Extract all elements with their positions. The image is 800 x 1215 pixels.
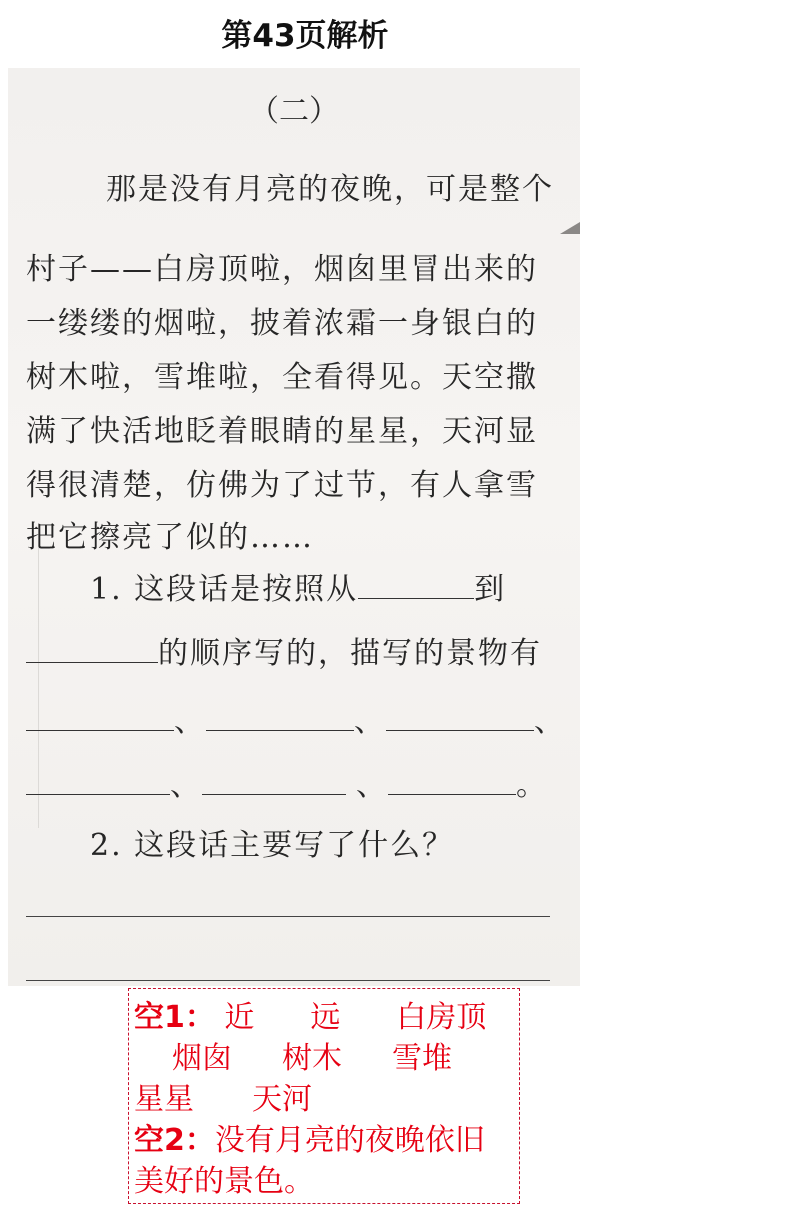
separator: 、	[534, 704, 566, 739]
answer-blank-scene-5[interactable]	[202, 768, 346, 795]
question-2-text: 2. 这段话主要写了什么？	[90, 828, 455, 863]
question-1-order-text: 的顺序写的，描写的景物有	[158, 636, 542, 671]
question-1-line-1	[90, 564, 506, 608]
passage-line-4: 树木啦，雪堆啦，全看得见。天空撒	[26, 360, 538, 395]
answer-item: 远	[310, 1000, 341, 1035]
answer-blank-scene-4[interactable]	[26, 768, 170, 795]
passage-line-7: 把它擦亮了似的……	[26, 520, 314, 555]
question-1-line-2	[26, 628, 542, 672]
question-1-prefix: 1. 这段话是按照从	[90, 572, 359, 607]
passage-line-3: 一缕缕的烟啦，披着浓霜一身银白的	[26, 306, 538, 341]
page-corner-mark	[560, 222, 580, 234]
section-title: （二）	[249, 94, 339, 129]
answer-blank-near[interactable]	[358, 572, 474, 599]
question-1-line-3	[26, 696, 566, 740]
answer-box	[128, 988, 520, 1204]
answer-item: 树木	[282, 1041, 342, 1076]
answer-line-1[interactable]	[26, 916, 550, 917]
period: 。	[516, 768, 548, 803]
question-1-to: 到	[474, 572, 507, 607]
answer-item: 星星	[134, 1082, 194, 1117]
answer-row-5	[134, 1161, 515, 1202]
answer-row-1	[134, 997, 515, 1038]
answer-item: 烟囱	[172, 1041, 232, 1076]
textbook-scan	[8, 68, 580, 986]
answer-blank-scene-2[interactable]	[206, 704, 354, 731]
blank-2-answer-line-2: 美好的景色。	[134, 1164, 314, 1199]
blank-1-label: 空1：	[134, 1000, 215, 1035]
page-title: 第43页解析	[221, 18, 389, 54]
answer-blank-far[interactable]	[26, 636, 158, 663]
answer-row-3	[134, 1079, 515, 1120]
answer-item: 雪堆	[392, 1041, 452, 1076]
question-1-line-4	[26, 760, 548, 804]
answer-row-4	[134, 1120, 515, 1161]
separator: 、	[170, 768, 202, 803]
separator: 、	[354, 704, 386, 739]
answer-blank-scene-3[interactable]	[386, 704, 534, 731]
passage-line-6: 得很清楚，仿佛为了过节，有人拿雪	[26, 468, 538, 503]
answer-blank-scene-1[interactable]	[26, 704, 174, 731]
passage-line-2: 村子——白房顶啦，烟囱里冒出来的	[26, 252, 538, 287]
separator: 、	[174, 704, 206, 739]
blank-2-answer-line-1: 没有月亮的夜晚依旧	[214, 1123, 485, 1158]
answer-row-2	[134, 1038, 515, 1079]
answer-line-2[interactable]	[26, 980, 550, 981]
answer-item: 天河	[252, 1082, 312, 1117]
answer-blank-scene-6[interactable]	[388, 768, 516, 795]
answer-item: 白房顶	[396, 1000, 487, 1035]
blank-2-label: 空2：	[134, 1123, 215, 1158]
answer-item: 近	[224, 1000, 255, 1035]
passage-line-5: 满了快活地眨着眼睛的星星，天河显	[26, 414, 538, 449]
passage-line-1: 那是没有月亮的夜晚，可是整个	[106, 172, 554, 207]
separator: 、	[356, 768, 388, 803]
